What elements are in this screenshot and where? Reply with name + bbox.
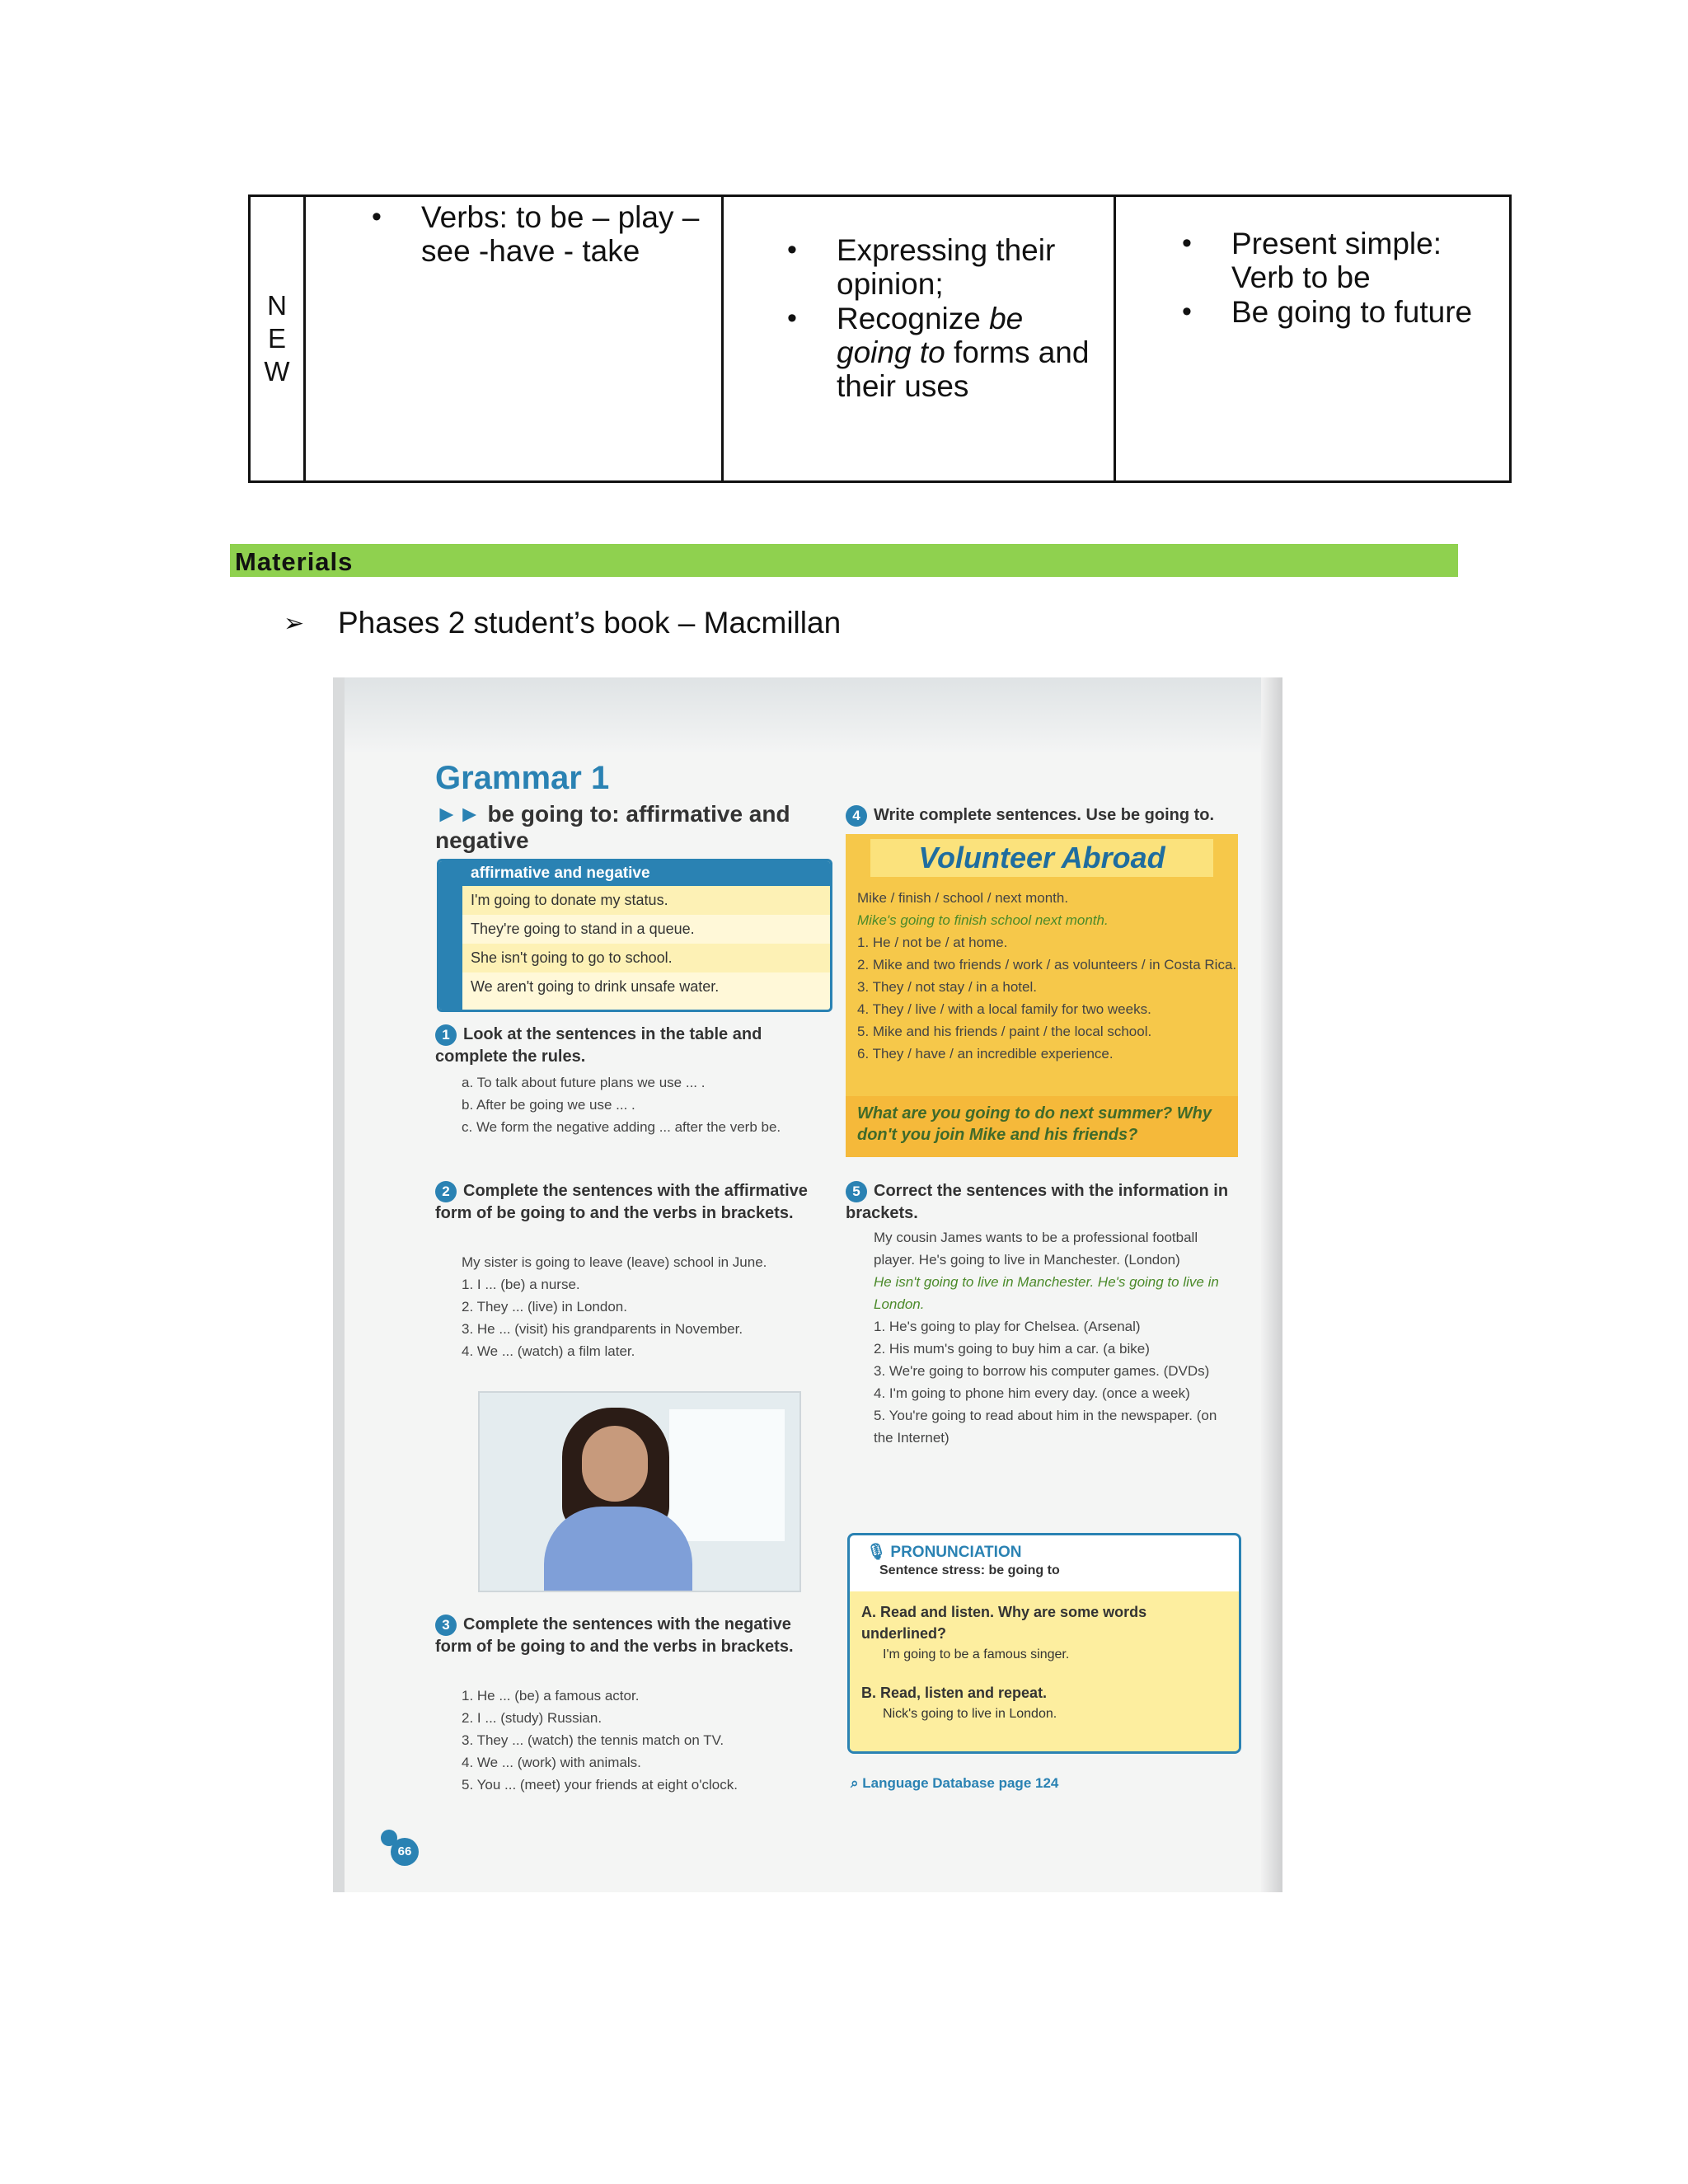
new-letter: E	[267, 323, 286, 354]
list-item: • Verbs: to be – play – see -have - take	[306, 200, 705, 268]
list-item: 4. We ... (watch) a film later.	[462, 1343, 635, 1359]
volunteer-title: Volunteer Abroad	[870, 839, 1213, 877]
pronunciation-box	[847, 1533, 1241, 1754]
list-item: • Be going to future	[1116, 295, 1493, 329]
pronunciation-subheading: Sentence stress: be going to	[879, 1563, 1060, 1577]
list-item: 1. I ... (be) a nurse.	[462, 1277, 580, 1292]
page-number-badge: 66	[391, 1838, 419, 1866]
pronunciation-a-example: I'm going to be a famous singer.	[883, 1647, 1070, 1661]
page-top-band	[333, 677, 1282, 752]
language-database-ref: ⌕ Language Database page 124	[851, 1775, 1059, 1791]
pronunciation-b: B. Read, listen and repeat.	[861, 1685, 1048, 1701]
list-item: 4. They / live / with a local family for two weeks.	[857, 1001, 1151, 1017]
exercise-3-body	[462, 1685, 824, 1796]
text-segment: Recognize	[837, 302, 990, 335]
grammar-table-side	[439, 884, 462, 1010]
exercise-2-title: 2 Complete the sentences with the affirmative form of be going to and the verbs in brackets.	[435, 1182, 808, 1222]
exercise-5-title: 5 Correct the sentences with the information in brackets.	[846, 1182, 1229, 1222]
exercise-number: 5	[846, 1181, 867, 1202]
window-shape	[669, 1409, 785, 1541]
new-label-cell	[250, 196, 305, 482]
volunteer-abroad-box	[846, 834, 1238, 1157]
list-item: 3. They / not stay / in a hotel.	[857, 979, 1037, 995]
list-item: 3. They ... (watch) the tennis match on TV.	[462, 1732, 724, 1748]
grammar-table-row: I'm going to donate my status.	[439, 886, 830, 915]
exercise-number: 3	[435, 1615, 457, 1636]
list-item: • Present simple: Verb to be	[1116, 227, 1493, 294]
grammar-table-header: affirmative and negative	[439, 861, 830, 886]
list-item: 2. They ... (live) in London.	[462, 1299, 627, 1315]
list-item: 2. Mike and two friends / work / as volunteers / in Costa Rica.	[857, 957, 1237, 972]
exercise-1-title: 1 Look at the sentences in the table and complete the rules.	[435, 1025, 762, 1066]
materials-list-item	[284, 606, 841, 640]
page-left-edge	[333, 677, 345, 1892]
list-item: He isn't going to live in Manchester. He's going to live in London.	[874, 1274, 1219, 1312]
exercise-1-body	[462, 1071, 816, 1138]
materials-item-text: Phases 2 student’s book – Macmillan	[338, 606, 842, 640]
pronunciation-a: A. Read and listen. Why are some words underlined?	[861, 1604, 1147, 1642]
face-shape	[582, 1426, 648, 1502]
microphone-icon: 🎙	[866, 1544, 887, 1561]
exercise-number: 1	[435, 1024, 457, 1046]
volunteer-question-strip	[846, 1096, 1238, 1157]
new-letter: W	[264, 356, 290, 387]
list-item: a. To talk about future plans we use ... .	[462, 1075, 706, 1090]
list-item: 4. I'm going to phone him every day. (once a week)	[874, 1385, 1190, 1401]
list-item: 3. We're going to borrow his computer games. (DVDs)	[874, 1363, 1210, 1379]
volunteer-list	[857, 887, 1236, 1065]
list-item	[724, 302, 1097, 403]
student-photo	[478, 1391, 801, 1592]
grammar-table-row: We aren't going to drink unsafe water.	[471, 978, 720, 995]
body-shape	[544, 1507, 692, 1592]
list-item: b. After be going we use ... .	[462, 1097, 635, 1113]
pronunciation-body	[850, 1591, 1239, 1751]
list-item: c. We form the negative adding ... after the verb be.	[462, 1119, 781, 1135]
materials-heading: Materials	[235, 547, 354, 576]
list-item: 1. He ... (be) a famous actor.	[462, 1688, 640, 1704]
book-title: Grammar 1	[435, 760, 610, 796]
list-item: 4. We ... (work) with animals.	[462, 1755, 641, 1770]
exercise-number: 2	[435, 1181, 457, 1202]
list-item: 3. He ... (visit) his grandparents in November.	[462, 1321, 743, 1337]
book-subtitle: ►► be going to: affirmative and negative	[435, 801, 790, 853]
materials-heading-bar	[230, 544, 1458, 577]
double-arrow-icon: ►►	[435, 801, 481, 827]
list-item: My cousin James wants to be a professional football player. He's going to live in Manchester. (London)	[874, 1230, 1198, 1268]
list-item: My sister is going to leave (leave) school in June.	[462, 1254, 767, 1270]
new-letter: N	[267, 290, 287, 321]
exercise-2-body	[462, 1251, 824, 1362]
text-segment-italic: be going to	[837, 302, 1024, 369]
exercise-number: 4	[846, 805, 867, 827]
list-item: Mike's going to finish school next month.	[857, 912, 1109, 928]
text-segment: forms and their uses	[837, 335, 1090, 403]
vocabulary-cell	[305, 196, 723, 482]
list-item: 5. You ... (meet) your friends at eight o'clock.	[462, 1777, 738, 1793]
pronunciation-b-example: Nick's going to live in London.	[883, 1707, 1057, 1721]
list-item: 5. You're going to read about him in the newspaper. (on the Internet)	[874, 1408, 1217, 1446]
functions-cell	[723, 196, 1115, 482]
page-right-edge	[1261, 677, 1282, 1892]
grammar-cell	[1115, 196, 1511, 482]
textbook-page-image	[333, 677, 1282, 1892]
lesson-plan-table	[248, 194, 1512, 483]
list-item: 1. He's going to play for Chelsea. (Arsenal)	[874, 1319, 1141, 1334]
list-item: 1. He / not be / at home.	[857, 935, 1008, 950]
list-item: Mike / finish / school / next month.	[857, 890, 1069, 906]
list-item: 5. Mike and his friends / paint / the local school.	[857, 1024, 1152, 1039]
exercise-5-body	[874, 1226, 1236, 1449]
grammar-table-row: They're going to stand in a queue.	[471, 921, 695, 937]
list-item: 2. His mum's going to buy him a car. (a bike)	[874, 1341, 1150, 1357]
grammar-table-row: She isn't going to go to school.	[439, 944, 830, 972]
list-item: • Expressing their opinion;	[724, 233, 1097, 301]
table-row	[250, 196, 1511, 482]
volunteer-question: What are you going to do next summer? Why don't you join Mike and his friends?	[857, 1104, 1212, 1144]
arrow-bullet-icon: ➢	[284, 609, 305, 637]
search-icon: ⌕	[851, 1775, 859, 1791]
pronunciation-heading: 🎙 PRONUNCIATION	[866, 1544, 1022, 1561]
exercise-4-title: 4 Write complete sentences. Use be going to.	[846, 804, 1241, 827]
list-item: 2. I ... (study) Russian.	[462, 1710, 603, 1726]
grammar-table	[437, 859, 832, 1012]
list-item: 6. They / have / an incredible experience.	[857, 1046, 1114, 1062]
exercise-3-title: 3 Complete the sentences with the negative form of be going to and the verbs in brackets.	[435, 1615, 794, 1656]
